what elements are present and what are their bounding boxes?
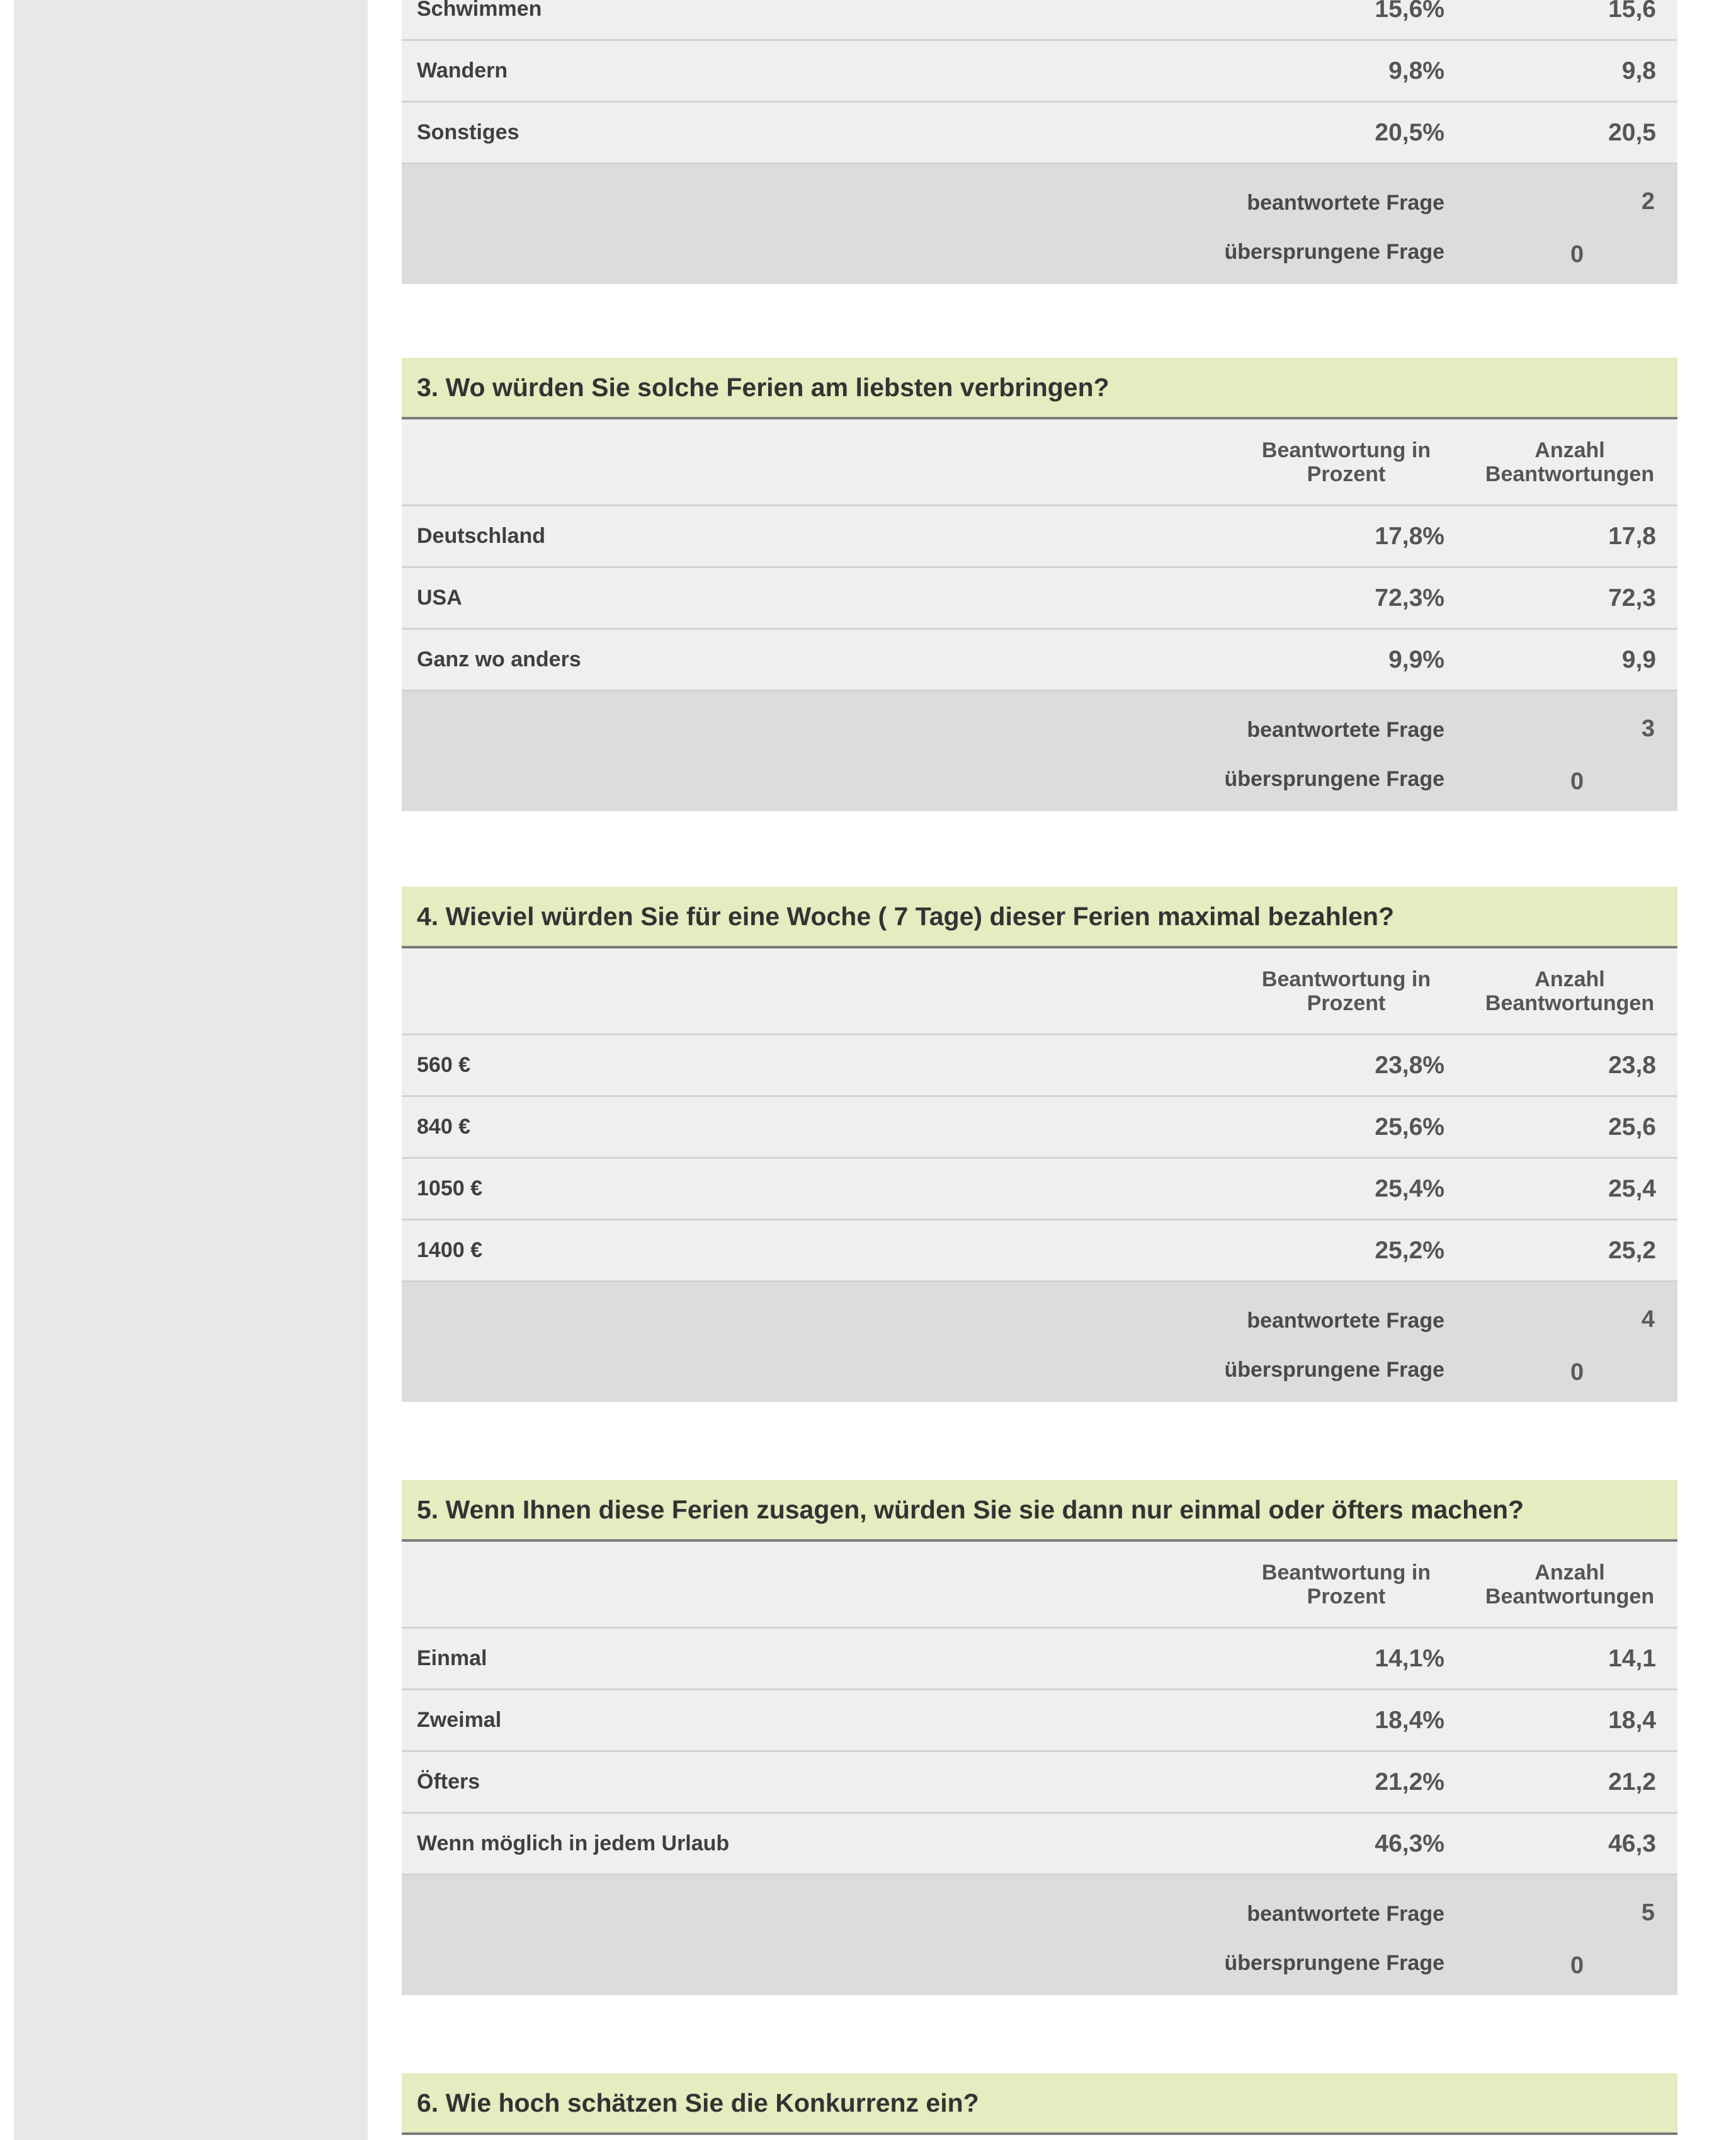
column-header-percent: Beantwortung in Prozent	[1261, 438, 1431, 486]
skipped-label: übersprungene Frage	[1224, 240, 1444, 264]
table-row	[402, 568, 1677, 630]
table-row	[402, 41, 1677, 103]
answer-label: 560 €	[417, 1053, 471, 1077]
question-title: 3. Wo würden Sie solche Ferien am liebsten verbringen?	[402, 358, 1677, 419]
answer-percent: 23,8%	[1375, 1052, 1444, 1079]
answered-label: beantwortete Frage	[1247, 1902, 1444, 1926]
answer-percent: 17,8%	[1375, 523, 1444, 550]
answer-percent: 25,6%	[1375, 1113, 1444, 1141]
question-summary	[402, 1875, 1677, 1995]
skipped-label: übersprungene Frage	[1224, 1358, 1444, 1382]
answered-value: 4	[1641, 1306, 1655, 1333]
table-row	[402, 1097, 1677, 1159]
skipped-value: 0	[1570, 241, 1584, 268]
answer-count: 14,1	[1608, 1645, 1656, 1672]
answer-count: 9,9	[1621, 646, 1656, 673]
skipped-value: 0	[1570, 768, 1584, 795]
answer-count: 17,8	[1608, 523, 1656, 550]
answer-label: Öfters	[417, 1770, 480, 1794]
question-summary	[402, 692, 1677, 811]
answered-label: beantwortete Frage	[1247, 718, 1444, 742]
answer-count: 23,8	[1608, 1052, 1656, 1079]
question-summary	[402, 164, 1677, 284]
column-header-count: Anzahl Beantwortungen	[1485, 438, 1655, 486]
answered-value: 2	[1641, 188, 1655, 215]
column-header-percent: Beantwortung in Prozent	[1261, 967, 1431, 1015]
answer-percent: 25,2%	[1375, 1237, 1444, 1264]
answer-count: 20,5	[1608, 119, 1656, 146]
answer-label: Deutschland	[417, 524, 546, 548]
answer-count: 46,3	[1608, 1830, 1656, 1857]
skipped-value: 0	[1570, 1952, 1584, 1979]
answer-label: 1400 €	[417, 1238, 482, 1262]
question-3-block	[402, 358, 1677, 811]
answer-percent: 15,6%	[1375, 0, 1444, 23]
answer-percent: 20,5%	[1375, 119, 1444, 146]
table-row	[402, 1159, 1677, 1221]
question-title: 5. Wenn Ihnen diese Ferien zusagen, würden Sie sie dann nur einmal oder öfters machen?	[402, 1480, 1677, 1542]
answer-count: 25,4	[1608, 1175, 1656, 1202]
table-row	[402, 1035, 1677, 1097]
answer-count: 25,2	[1608, 1237, 1656, 1264]
answered-label: beantwortete Frage	[1247, 1309, 1444, 1333]
answer-percent: 46,3%	[1375, 1830, 1444, 1857]
answer-count: 15,6	[1608, 0, 1656, 23]
skipped-value: 0	[1570, 1359, 1584, 1386]
answer-label: USA	[417, 586, 462, 610]
table-row	[402, 1690, 1677, 1752]
question-summary	[402, 1282, 1677, 1402]
column-header-count: Anzahl Beantwortungen	[1485, 1561, 1655, 1608]
answered-label: beantwortete Frage	[1247, 191, 1444, 215]
answer-count: 21,2	[1608, 1768, 1656, 1796]
answer-count: 25,6	[1608, 1113, 1656, 1141]
table-row	[402, 1221, 1677, 1282]
answer-label: Wandern	[417, 59, 508, 83]
skipped-label: übersprungene Frage	[1224, 767, 1444, 791]
skipped-label: übersprungene Frage	[1224, 1951, 1444, 1975]
answer-label: Wenn möglich in jedem Urlaub	[417, 1831, 730, 1855]
question-title: 6. Wie hoch schätzen Sie die Konkurrenz ein?	[402, 2073, 1677, 2135]
answer-label: Zweimal	[417, 1708, 502, 1732]
answer-label: 1050 €	[417, 1176, 482, 1200]
table-row	[402, 0, 1677, 41]
answer-label: Ganz wo anders	[417, 647, 581, 671]
answer-count: 18,4	[1608, 1707, 1656, 1734]
question-6-block	[402, 2073, 1677, 2135]
column-header-row	[402, 419, 1677, 506]
answer-percent: 14,1%	[1375, 1645, 1444, 1672]
table-row	[402, 630, 1677, 692]
answered-value: 3	[1641, 715, 1655, 742]
answer-count: 72,3	[1608, 584, 1656, 612]
answer-percent: 25,4%	[1375, 1175, 1444, 1202]
answer-label: 840 €	[417, 1115, 471, 1139]
column-header-row	[402, 948, 1677, 1035]
column-header-count: Anzahl Beantwortungen	[1485, 967, 1655, 1015]
table-row	[402, 103, 1677, 164]
table-row	[402, 1752, 1677, 1814]
answer-percent: 72,3%	[1375, 584, 1444, 612]
answered-value: 5	[1641, 1899, 1655, 1926]
question-5-block	[402, 1480, 1677, 1995]
table-row	[402, 1629, 1677, 1690]
answer-percent: 21,2%	[1375, 1768, 1444, 1796]
question-2-block	[402, 0, 1677, 284]
table-row	[402, 506, 1677, 568]
column-header-percent: Beantwortung in Prozent	[1261, 1561, 1431, 1608]
answer-label: Einmal	[417, 1646, 487, 1670]
table-row	[402, 1814, 1677, 1875]
answer-percent: 18,4%	[1375, 1707, 1444, 1734]
answer-count: 9,8	[1621, 57, 1656, 84]
answer-label: Schwimmen	[417, 0, 542, 21]
question-4-block	[402, 887, 1677, 1402]
question-title: 4. Wieviel würden Sie für eine Woche ( 7 Tage) dieser Ferien maximal bezahlen?	[402, 887, 1677, 948]
answer-percent: 9,8%	[1388, 57, 1444, 84]
left-sidebar	[14, 0, 368, 2140]
answer-percent: 9,9%	[1388, 646, 1444, 673]
column-header-row	[402, 1542, 1677, 1629]
answer-label: Sonstiges	[417, 120, 519, 144]
